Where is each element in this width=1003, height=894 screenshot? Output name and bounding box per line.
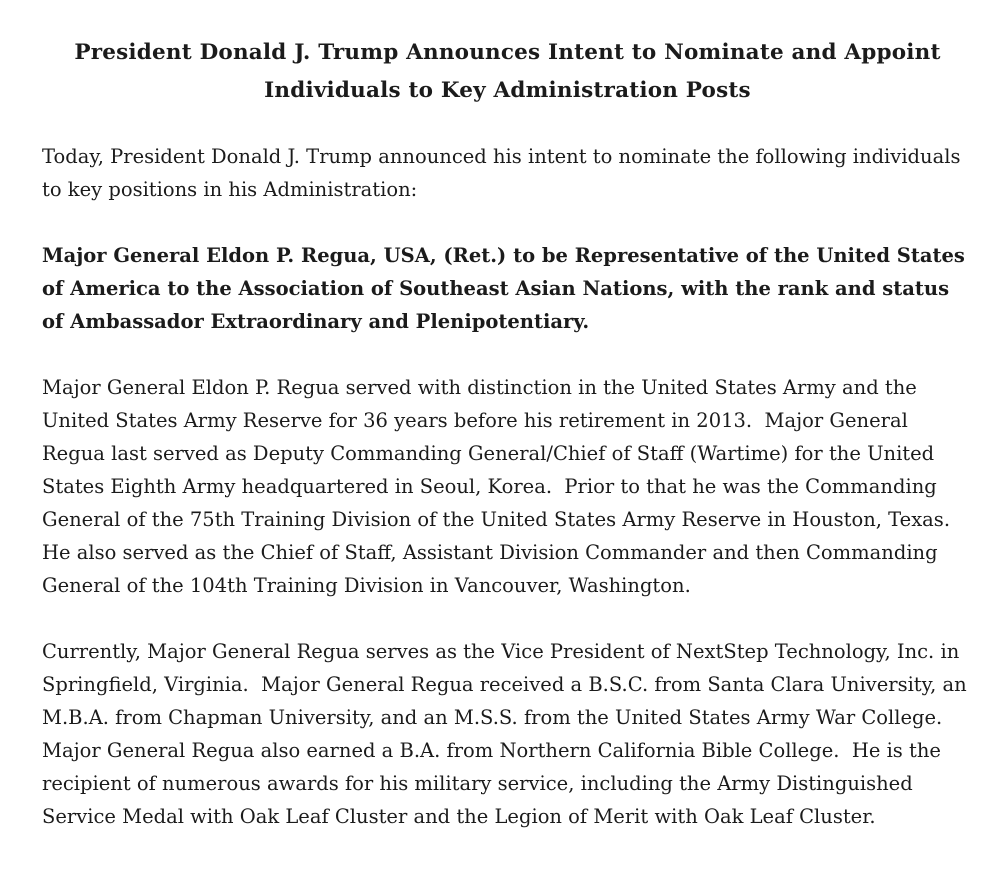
intro-paragraph: Today, President Donald J. Trump announced his intent to nominate the following individuals to key positions in his Administration: xyxy=(42,145,967,201)
document-title-line-1: President Donald J. Trump Announces Intent to Nominate and Appoint xyxy=(74,40,941,65)
nomination-announcement-paragraph: Major General Eldon P. Regua, USA, (Ret.) to be Representative of the United States of America to the Association of Southeast Asian Nations, with the rank and status of Ambassador Extraordinary and Plenipotentiary. xyxy=(42,244,972,333)
document-title-line-2: Individuals to Key Administration Posts xyxy=(264,78,751,103)
document-title xyxy=(52,34,963,110)
military-career-paragraph: Major General Eldon P. Regua served with distinction in the United States Army and the United States Army Reserve for 36 years before his retirement in 2013. Major General Regua last served as Deputy Commanding General/Chief of Staff (Wartime) for the United States Eighth Army headquartered in Seoul, Korea. Prior to that he was the Commanding General of the 75th Training Division of the United States Army Reserve in Houston, Texas. He also served as the Chief of Staff, Assistant Division Commander and then Commanding General of the 104th Training Division in Vancouver, Washington. xyxy=(42,376,963,597)
current-role-education-paragraph: Currently, Major General Regua serves as the Vice President of NextStep Technology, Inc. in Springfield, Virginia. Major General Regua received a B.S.C. from Santa Clara University, an M.B.A. from Chapman University, and an M.S.S. from the United States Army War College. Major General Regua also earned a B.A. from Northern California Bible College. He is the recipient of numerous awards for his military service, including the Army Distinguished Service Medal with Oak Leaf Cluster and the Legion of Merit with Oak Leaf Cluster. xyxy=(42,640,973,828)
